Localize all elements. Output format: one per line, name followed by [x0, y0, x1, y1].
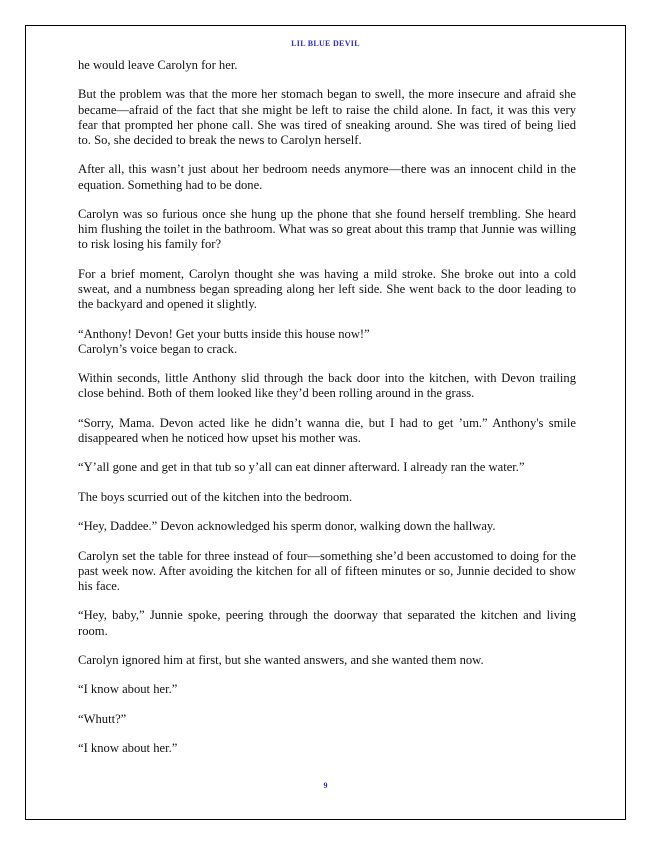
paragraph: “Sorry, Mama. Devon acted like he didn’t wanna die, but I had to get ’um.” Anthony's smile disappeared when he noticed how upset his mother was.	[78, 415, 576, 445]
paragraph: Carolyn’s voice began to crack.	[78, 341, 238, 356]
paragraph: For a brief moment, Carolyn thought she was having a mild stroke. She broke out into a cold sweat, and a numbness began spreading along her left side. She went back to the door leading to the backyard and opened it slightly.	[78, 266, 576, 312]
paragraph: But the problem was that the more her stomach began to swell, the more insecure and afraid she became—afraid of the fact that she might be left to raise the child alone. In fact, it was this very fear that prompted her phone call. She was tired of sneaking around. She was tired of being lied to. So, she decided to break the news to Carolyn herself.	[78, 87, 576, 147]
paragraph: “Hey, baby,” Junnie spoke, peering through the doorway that separated the kitchen and living room.	[78, 608, 576, 638]
paragraph: After all, this wasn’t just about her bedroom needs anymore—there was an innocent child in the equation. Something had to be done.	[78, 162, 576, 192]
paragraph: “Y’all gone and get in that tub so y’all can eat dinner afterward. I already ran the water.”	[78, 460, 525, 475]
paragraph: “Hey, Daddee.” Devon acknowledged his sperm donor, walking down the hallway.	[78, 519, 496, 534]
paragraph: Carolyn ignored him at first, but she wanted answers, and she wanted them now.	[78, 652, 484, 667]
paragraph: The boys scurried out of the kitchen into the bedroom.	[78, 489, 353, 504]
paragraph: he would leave Carolyn for her.	[78, 58, 238, 72]
paragraph: Carolyn set the table for three instead of four—something she’d been accustomed to doing for the past week now. After avoiding the kitchen for all of fifteen minutes or so, Junnie decided to show his face.	[78, 548, 576, 593]
paragraph: Within seconds, little Anthony slid through the back door into the kitchen, with Devon trailing close behind. Both of them looked like they’d been rolling around in the grass.	[78, 371, 576, 401]
body-text	[78, 58, 576, 770]
paragraph: Carolyn was so furious once she hung up the phone that she found herself trembling. She heard him flushing the toilet in the bathroom. What was so great about this tramp that Junnie was willing to risk losing his family for?	[78, 206, 576, 252]
paragraph: “I know about her.”	[78, 682, 178, 697]
running-header-title: LIL BLUE DEVIL	[291, 39, 360, 48]
paragraph: “Whutt?”	[78, 711, 127, 726]
page-number: 9	[323, 781, 328, 790]
paragraph: “Anthony! Devon! Get your butts inside this house now!”	[78, 326, 370, 341]
paragraph: “I know about her.”	[78, 741, 178, 756]
